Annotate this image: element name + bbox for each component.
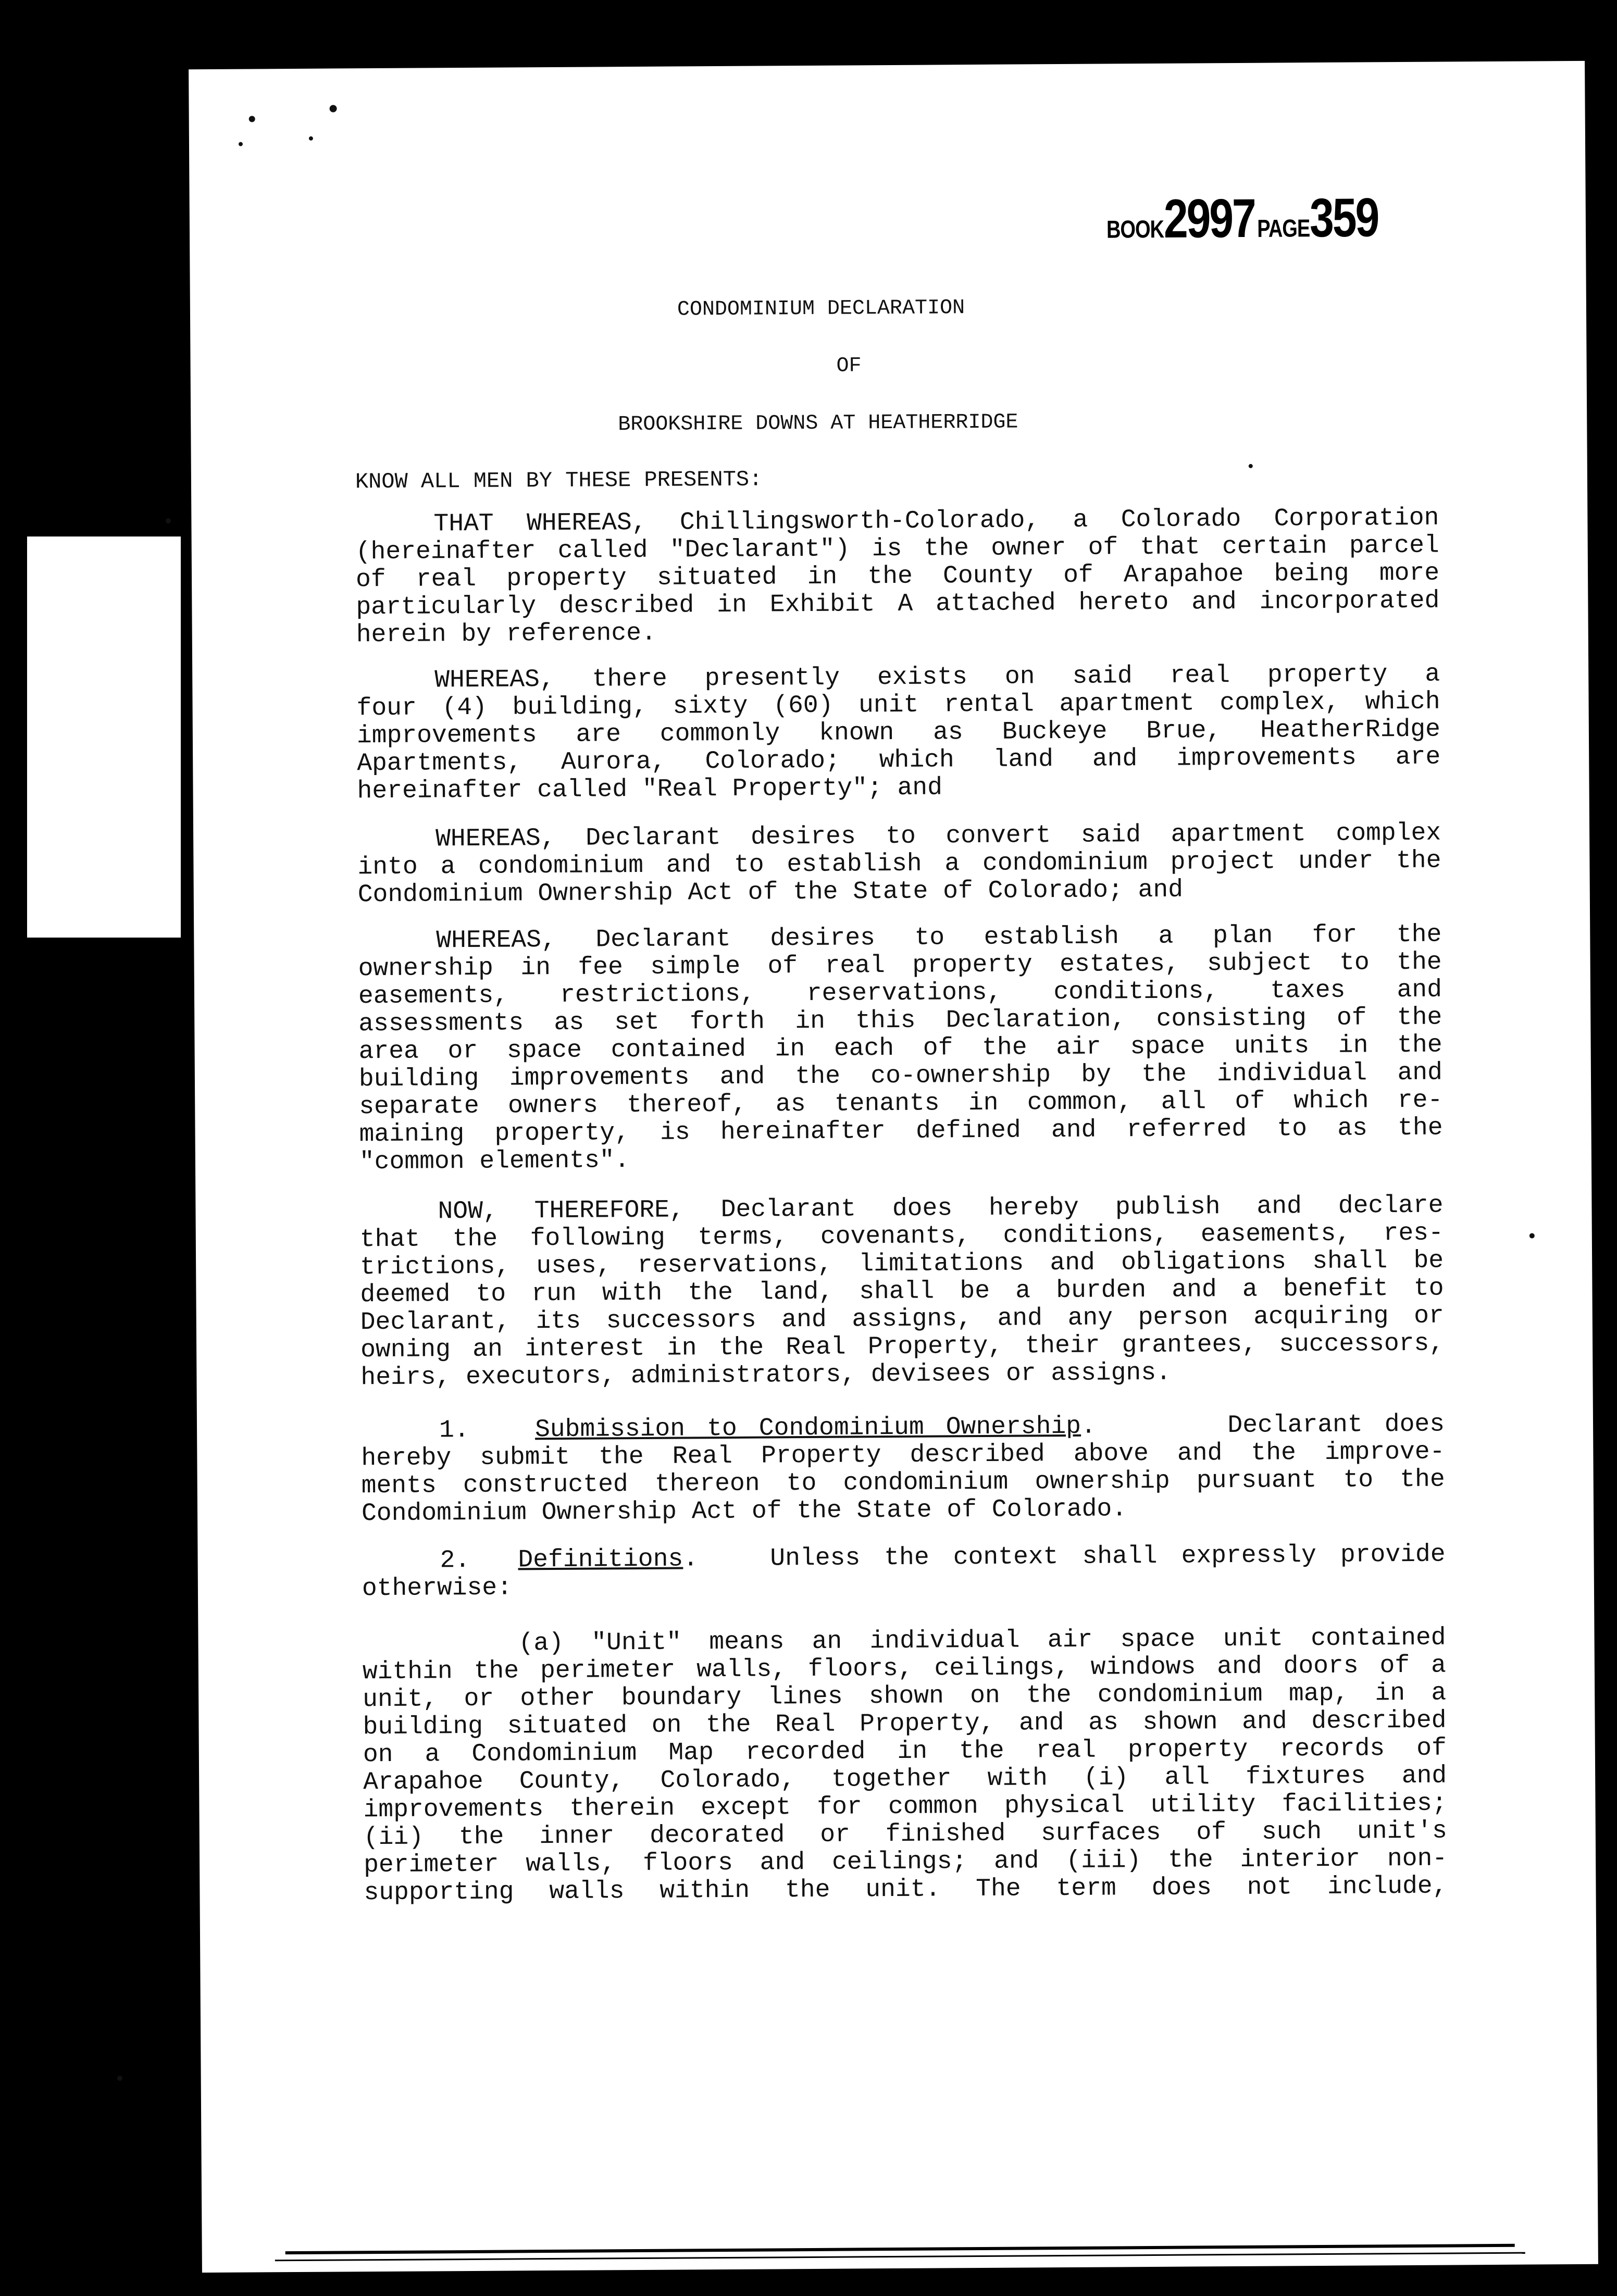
section-heading: Submission to Condominium Ownership	[534, 1412, 1081, 1444]
scan-speck	[330, 105, 337, 112]
section-2-first-line: 2. Definitions. Unless the context shall expressly provide	[440, 1540, 1446, 1575]
text-line: herein by reference.	[356, 619, 656, 650]
scan-speck	[1529, 1233, 1535, 1238]
title-line-1: CONDOMINIUM DECLARATION	[677, 296, 965, 322]
recording-stamp	[1106, 186, 1378, 251]
text-line: maining property, is hereinafter defined and referred to as the	[359, 1114, 1443, 1149]
section-1-submission	[361, 1411, 1445, 1528]
paragraph-a-unit	[362, 1625, 1447, 1907]
text-line: into a condominium and to establish a condominium project under the	[357, 846, 1441, 882]
page-number: 359	[1309, 186, 1378, 248]
text-line: hereby submit the Real Property described above and the improve-	[361, 1438, 1445, 1473]
text-line: heirs, executors, administrators, devisees or assigns.	[360, 1358, 1172, 1392]
text-line: NOW, THEREFORE, Declarant does hereby publish and declare	[438, 1191, 1444, 1226]
text-line: THAT WHEREAS, Chillingsworth-Colorado, a Colorado Corporation	[433, 504, 1439, 539]
text-line: Declarant, its successors and assigns, and any person acquiring or	[360, 1302, 1444, 1337]
paragraph-whereas-convert	[357, 820, 1441, 909]
scan-speck	[249, 116, 255, 122]
text-line: ments constructed thereon to condominium ownership pursuant to the	[361, 1465, 1445, 1501]
section-1-first-line: 1. Submission to Condominium Ownership. Declarant does	[439, 1410, 1445, 1445]
paragraph-whereas-exists	[356, 661, 1441, 806]
text-line: otherwise:	[362, 1574, 513, 1603]
text-line: unit, or other boundary lines shown on the condominium map, in a	[363, 1679, 1447, 1714]
salutation: KNOW ALL MEN BY THESE PRESENTS:	[355, 467, 763, 495]
text-line: WHEREAS, Declarant desires to convert said apartment complex	[435, 819, 1441, 854]
paragraph-whereas-plan	[358, 921, 1443, 1177]
text-line: supporting walls within the unit. The term does not include,	[364, 1872, 1448, 1907]
page-label: PAGE	[1257, 215, 1310, 243]
text-line: improvements are commonly known as Buckeye Brue, HeatherRidge	[356, 715, 1441, 751]
text-line: building improvements and the co-ownership by the individual and	[358, 1058, 1443, 1094]
section-number: 1.	[439, 1416, 469, 1445]
text-line: Condominium Ownership Act of the State of Colorado.	[361, 1495, 1127, 1528]
text-line: Condominium Ownership Act of the State of Colorado; and	[357, 876, 1184, 909]
section-2-definitions	[362, 1541, 1446, 1603]
text-line: four (4) building, sixty (60) unit rental apartment complex, which	[356, 688, 1440, 723]
paragraph-now-therefore	[359, 1192, 1444, 1392]
text-line: WHEREAS, Declarant desires to establish a plan for the	[436, 920, 1442, 955]
book-label: BOOK	[1106, 216, 1164, 244]
text-line: owning an interest in the Real Property, their grantees, successors,	[360, 1329, 1445, 1365]
scan-speck	[166, 518, 171, 523]
scan-speck	[309, 136, 313, 141]
text-line: trictions, uses, reservations, limitations and obligations shall be	[359, 1246, 1444, 1282]
text-line: separate owners thereof, as tenants in common, all of which re-	[359, 1086, 1443, 1121]
text-line: that the following terms, covenants, conditions, easements, res-	[359, 1219, 1444, 1254]
text-line: WHEREAS, there presently exists on said real property a	[434, 660, 1440, 695]
title-line-2: OF	[836, 354, 862, 378]
section-heading: Definitions	[518, 1545, 683, 1575]
text-line: (a) "Unit" means an individual air space unit contained	[518, 1624, 1446, 1658]
scan-speck	[117, 2076, 122, 2081]
text-line: (hereinafter called "Declarant") is the owner of that certain parcel	[355, 531, 1439, 567]
text-line: building situated on the Real Property, and as shown and described	[363, 1706, 1447, 1742]
section-first-tail: Unless the context shall expressly provide	[770, 1540, 1446, 1573]
document-page	[189, 61, 1598, 2273]
text-line: easements, restrictions, reservations, conditions, taxes and	[358, 976, 1442, 1011]
book-number: 2997	[1163, 187, 1255, 249]
bottom-rule	[275, 2252, 1525, 2262]
scan-speck	[239, 142, 243, 146]
text-line: on a Condominium Map recorded in the real property records of	[363, 1734, 1447, 1769]
text-line: improvements therein except for common physical utility facilities;	[363, 1789, 1447, 1825]
text-line: Arapahoe County, Colorado, together with (i) all fixtures and	[363, 1762, 1447, 1797]
section-first-tail: Declarant does	[1227, 1410, 1445, 1440]
text-line: (ii) the inner decorated or finished surfaces of such unit's	[363, 1817, 1447, 1852]
side-paper-strip	[27, 536, 181, 938]
text-line: "common elements".	[359, 1146, 630, 1177]
paragraph-that-whereas	[355, 505, 1440, 650]
text-line: ownership in fee simple of real property estates, subject to the	[358, 948, 1442, 983]
section-number: 2.	[440, 1546, 470, 1575]
text-line: particularly described in Exhibit A attached hereto and incorporated	[356, 587, 1440, 622]
text-line: of real property situated in the County of Arapahoe being more	[355, 559, 1440, 594]
text-line: perimeter walls, floors and ceilings; and (iii) the interior non-	[364, 1844, 1448, 1880]
title-line-3: BROOKSHIRE DOWNS AT HEATHERRIDGE	[618, 410, 1018, 437]
text-line: assessments as set forth in this Declaration, consisting of the	[358, 1003, 1442, 1039]
text-line: within the perimeter walls, floors, ceilings, windows and doors of a	[362, 1651, 1447, 1687]
text-line: area or space contained in each of the air space units in the	[358, 1031, 1442, 1066]
text-line: deemed to run with the land, shall be a burden and a benefit to	[360, 1274, 1444, 1309]
text-line: hereinafter called "Real Property"; and	[357, 773, 943, 806]
text-line: Apartments, Aurora, Colorado; which land and improvements are	[357, 743, 1441, 778]
